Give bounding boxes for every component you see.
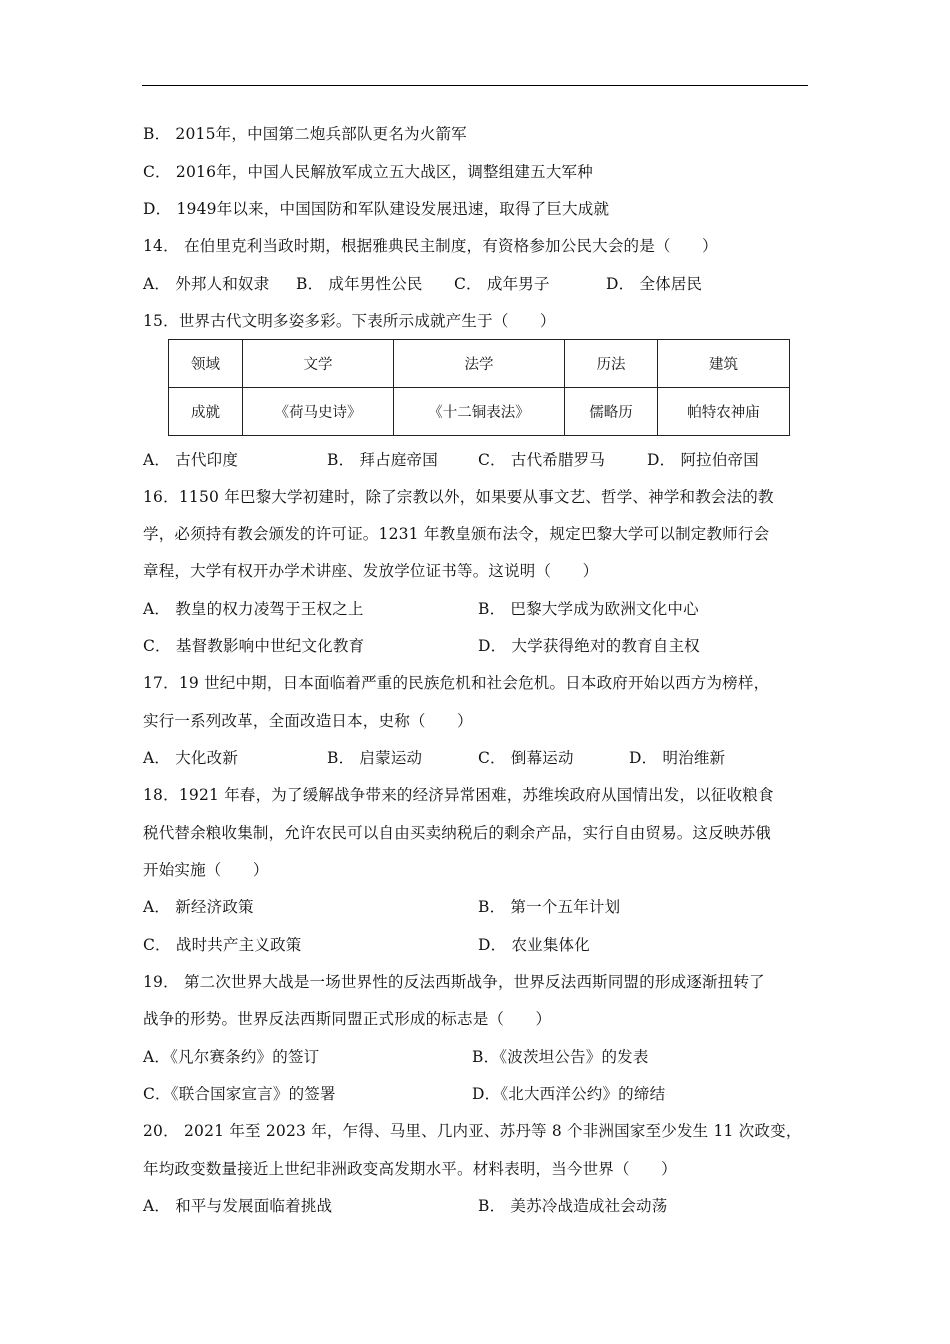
question-19-line2: 战争的形势。世界反法西斯同盟正式形成的标志是（ ） bbox=[143, 1010, 552, 1028]
option-14b: B． 成年男性公民 bbox=[296, 275, 423, 293]
option-19b: B．《波茨坦公告》的发表 bbox=[472, 1048, 649, 1066]
table-header-cell: 法学 bbox=[394, 340, 565, 388]
option-17b: B． 启蒙运动 bbox=[327, 749, 423, 767]
option-18d: D． 农业集体化 bbox=[478, 936, 590, 954]
table-row bbox=[169, 388, 790, 436]
question-18-line2: 税代替余粮收集制，允许农民可以自由买卖纳税后的剩余产品，实行自由贸易。这反映苏俄 bbox=[143, 824, 772, 842]
option-15a: A． 古代印度 bbox=[143, 451, 239, 469]
option-13d: D． 1949年以来，中国国防和军队建设发展迅速，取得了巨大成就 bbox=[143, 200, 610, 218]
table-cell: 成就 bbox=[169, 388, 243, 436]
table-header-row bbox=[169, 340, 790, 388]
option-15c: C． 古代希腊罗马 bbox=[478, 451, 606, 469]
option-18b: B． 第一个五年计划 bbox=[478, 898, 621, 916]
achievements-table bbox=[168, 339, 790, 436]
table-cell: 帕特农神庙 bbox=[658, 388, 790, 436]
question-18-line3: 开始实施（ ） bbox=[143, 861, 269, 879]
question-17-line2: 实行一系列改革，全面改造日本，史称（ ） bbox=[143, 712, 473, 730]
option-15d: D． 阿拉伯帝国 bbox=[647, 451, 759, 469]
option-16b: B． 巴黎大学成为欧洲文化中心 bbox=[478, 600, 699, 618]
option-18a: A． 新经济政策 bbox=[143, 898, 254, 916]
option-14d: D． 全体居民 bbox=[606, 275, 703, 293]
question-19-line1: 19． 第二次世界大战是一场世界性的反法西斯战争，世界反法西斯同盟的形成逐渐扭转了 bbox=[143, 973, 765, 991]
header-rule bbox=[142, 85, 808, 86]
option-19d: D．《北大西洋公约》的缔结 bbox=[472, 1085, 666, 1103]
table-header-cell: 文学 bbox=[243, 340, 394, 388]
option-16c: C． 基督教影响中世纪文化教育 bbox=[143, 637, 365, 655]
option-14c: C． 成年男子 bbox=[454, 275, 550, 293]
option-17c: C． 倒幕运动 bbox=[478, 749, 574, 767]
option-14a: A． 外邦人和奴隶 bbox=[143, 275, 270, 293]
option-19a: A．《凡尔赛条约》的签订 bbox=[143, 1048, 320, 1066]
question-18-line1: 18．1921 年春，为了缓解战争带来的经济异常困难，苏维埃政府从国情出发，以征收粮食 bbox=[143, 786, 774, 804]
table-cell: 儒略历 bbox=[565, 388, 658, 436]
table-header-cell: 领域 bbox=[169, 340, 243, 388]
question-16-line2: 学，必须持有教会颁发的许可证。1231 年教皇颁布法令，规定巴黎大学可以制定教师行会 bbox=[143, 525, 770, 543]
table-header-cell: 历法 bbox=[565, 340, 658, 388]
option-17d: D． 明治维新 bbox=[629, 749, 726, 767]
question-20-line2: 年均政变数量接近上世纪非洲政变高发期水平。材料表明，当今世界（ ） bbox=[143, 1160, 677, 1178]
option-13b: B． 2015年，中国第二炮兵部队更名为火箭军 bbox=[143, 125, 467, 143]
option-17a: A． 大化改新 bbox=[143, 749, 239, 767]
question-20-line1: 20． 2021 年至 2023 年，乍得、马里、几内亚、苏丹等 8 个非洲国家至少发生 11 次政变， bbox=[143, 1122, 802, 1140]
table-cell: 《十二铜表法》 bbox=[394, 388, 565, 436]
option-18c: C． 战时共产主义政策 bbox=[143, 936, 302, 954]
table-cell: 《荷马史诗》 bbox=[243, 388, 394, 436]
option-20b: B． 美苏冷战造成社会动荡 bbox=[478, 1197, 668, 1215]
option-16d: D． 大学获得绝对的教育自主权 bbox=[478, 637, 700, 655]
option-15b: B． 拜占庭帝国 bbox=[327, 451, 438, 469]
option-19c: C．《联合国家宣言》的签署 bbox=[143, 1085, 336, 1103]
option-20a: A． 和平与发展面临着挑战 bbox=[143, 1197, 333, 1215]
option-16a: A． 教皇的权力凌驾于王权之上 bbox=[143, 600, 364, 618]
question-16-line3: 章程，大学有权开办学术讲座、发放学位证书等。这说明（ ） bbox=[143, 562, 599, 580]
question-15: 15．世界古代文明多姿多彩。下表所示成就产生于（ ） bbox=[143, 312, 556, 330]
question-17-line1: 17．19 世纪中期，日本面临着严重的民族危机和社会危机。日本政府开始以西方为榜样， bbox=[143, 674, 770, 692]
question-14: 14． 在伯里克利当政时期，根据雅典民主制度，有资格参加公民大会的是（ ） bbox=[143, 237, 718, 255]
table-header-cell: 建筑 bbox=[658, 340, 790, 388]
question-16-line1: 16．1150 年巴黎大学初建时，除了宗教以外，如果要从事文艺、哲学、神学和教会法的教 bbox=[143, 488, 774, 506]
option-13c: C． 2016年，中国人民解放军成立五大战区，调整组建五大军种 bbox=[143, 163, 593, 181]
